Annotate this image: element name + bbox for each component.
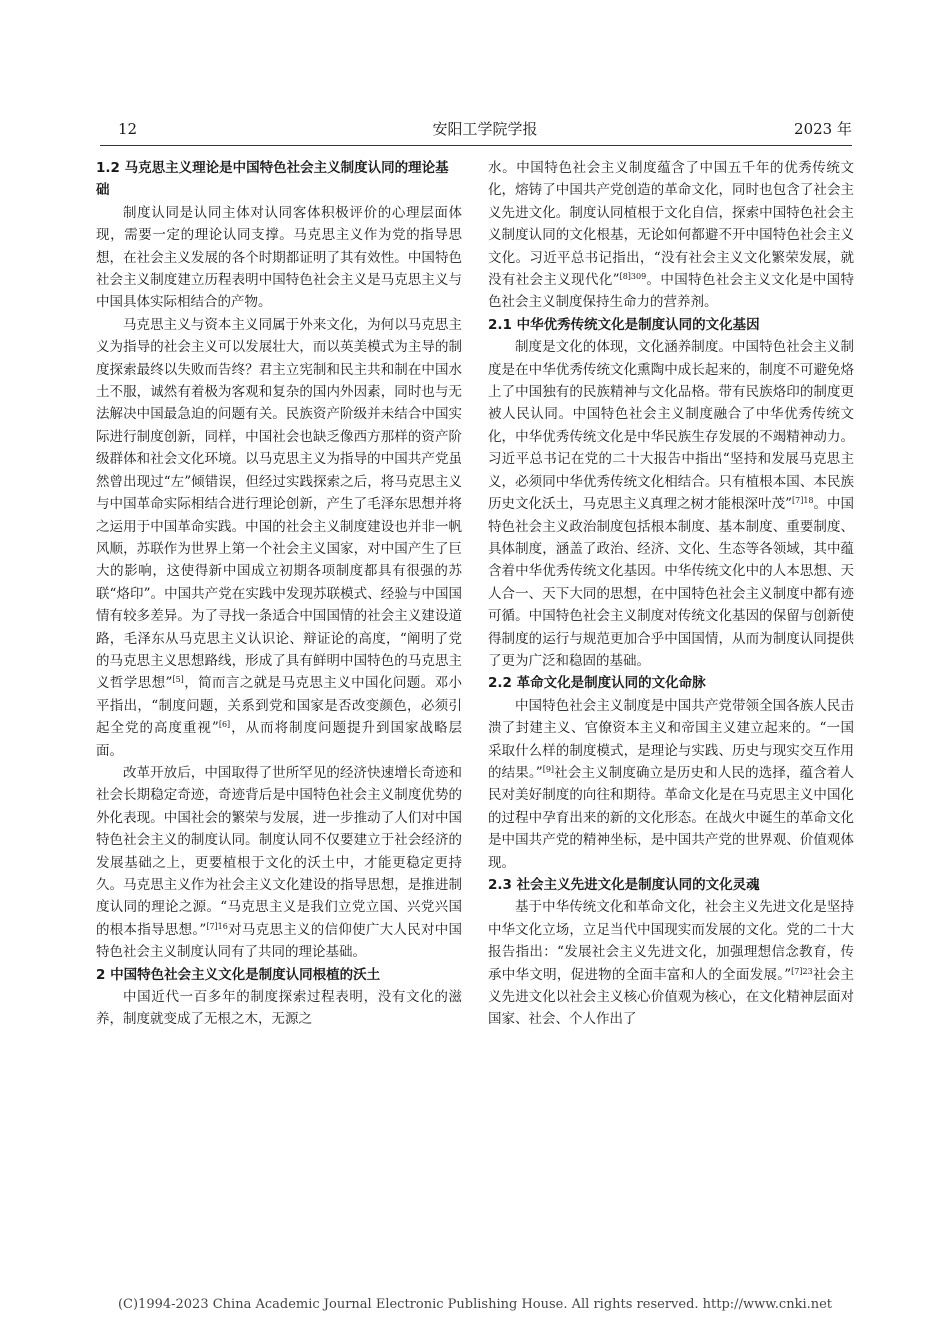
citation: [8]309 — [619, 272, 647, 282]
paragraph: 制度认同是认同主体对认同客体积极评价的心理层面体现，需要一定的理论认同支撑。马克思主义作为党的指导思想，在社会主义发展的各个时期都证明了其有效性。中国特色社会主义制度建立历程表明中国特色社会主义是马克思主义与中国具体实际相结合的产物。 — [96, 204, 462, 311]
paragraph — [488, 896, 854, 1030]
paragraph-text: 。中国特色社会主义文化是中国特色社会主义制度保持生命力的营养剂。 — [488, 272, 855, 311]
citation: [6] — [218, 720, 231, 730]
paragraph-text: 社会主义制度确立是历史和人民的选择，蕴含着人民对美好制度的向往和期待。革命文化是在马克思主义中国化的过程中孕育出来的新的文化形态。在战火中诞生的革命文化是中国共产党的精神坐标，是中国共产党的世界观、价值观体现。 — [488, 764, 855, 871]
paragraph-text: ，简而言之就是马克思主义中国化问题。邓小平指出，“制度问题，关系到党和国家是否改变颜色，必须引起全党的高度重视” — [96, 675, 462, 737]
citation: [7]16 — [206, 921, 228, 931]
section-heading-2-3: 2.3 社会主义先进文化是制度认同的文化灵魂 — [488, 877, 760, 893]
paragraph — [488, 336, 854, 672]
paragraph-text: 对马克思主义的信仰使广大人民对中国特色社会主义制度认同有了共同的理论基础。 — [96, 921, 463, 961]
section-heading-1-2: 1.2 马克思主义理论是中国特色社会主义制度认同的理论基础 — [96, 160, 449, 199]
paragraph-text: 社会主义先进文化以社会主义核心价值观为核心，在文化精神层面对国家、社会、个人作出了 — [488, 966, 855, 1028]
paragraph: 中国近代一百多年的制度探索过程表明，没有文化的滋养，制度就变成了无根之木，无源之 — [96, 989, 462, 1028]
paragraph — [96, 314, 462, 762]
paragraph — [96, 762, 462, 964]
paragraph-text: 基于中华传统文化和革命文化，社会主义先进文化是坚持中华文化立场，立足当代中国现实而发展的文化。党的二十大报告指出：“发展社会主义先进文化，加强理想信念教育，传承中华文明，促进物的全面丰富和人的全面发展。” — [488, 899, 854, 983]
right-column — [488, 157, 854, 1031]
paragraph-text: 制度是文化的体现，文化涵养制度。中国特色社会主义制度是在中华优秀传统文化熏陶中成长起来的，制度不可避免烙上了中国独有的民族精神与文化品格。带有民族烙印的制度更被人民认同。中国特色社会主义制度融合了中华优秀传统文化，中华优秀传统文化是中华民族生存发展的不竭精神动力。习近平总书记在党的二十大报告中指出“坚持和发展马克思主义，必须同中华优秀传统文化相结合。只有植根本国、本民族历史文化沃土，马克思主义真理之树才能根深叶茂” — [488, 339, 854, 513]
copyright-footer: (C)1994-2023 China Academic Journal Electronic Publishing House. All rights reserved. http://www.cnki.net — [117, 1297, 833, 1312]
publication-year: 2023 年 — [794, 120, 852, 138]
header-rule — [100, 145, 852, 146]
paragraph — [488, 695, 854, 874]
page-number: 12 — [118, 120, 138, 138]
paragraph-text: 马克思主义与资本主义同属于外来文化，为何以马克思主义为指导的社会主义可以发展壮大，而以英美模式为主导的制度探索最终以失败而告终？君主立宪制和民主共和制在中国水土不服，诚然有着极为客观和复杂的国内外因素，同时也与无法解决中国最急迫的问题有关。民族资产阶级并未结合中国实际进行制度创新，同样，中国社会也缺乏像西方那样的资产阶级群体和社会文化环境。以马克思主义为指导的中国共产党虽然曾出现过“左”倾错误，但经过实践探索之后，将马克思主义与中国革命实际相结合进行理论创新，产生了毛泽东思想并将之运用于中国革命实践。中国的社会主义制度建设也并非一帆风顺，苏联作为世界上第一个社会主义国家，对中国产生了巨大的影响，这使得新中国成立初期各项制度都具有很强的苏联“烙印”。中国共产党在实践中发现苏联模式、经验与中国国情有较多差异。为了寻找一条适合中国国情的社会主义建设道路，毛泽东从马克思主义认识论、辩证论的高度，“阐明了党的马克思主义思想路线，形成了具有鲜明中国特色的马克思主义哲学思想” — [96, 316, 462, 692]
journal-name: 安阳工学院学报 — [432, 120, 538, 138]
paragraph-text: 中国特色社会主义制度是中国共产党带领全国各族人民击溃了封建主义、官僚资本主义和帝国主义建立起来的。“一国采取什么样的制度模式，是理论与实践、历史与现实交互作用的结果。” — [488, 697, 854, 781]
citation: [7]18 — [791, 496, 814, 506]
citation: [7]23 — [791, 966, 813, 976]
paragraph — [488, 157, 854, 314]
citation: [5] — [172, 675, 184, 685]
paragraph-text: 水。中国特色社会主义制度蕴含了中国五千年的优秀传统文化，熔铸了中国共产党创造的革命文化，同时也包含了社会主义先进文化。制度认同植根于文化自信，探索中国特色社会主义制度认同的文化根基，无论如何都避不开中国特色社会主义文化。习近平总书记指出，“没有社会主义文化繁荣发展，就没有社会主义现代化” — [488, 160, 854, 289]
section-heading-2-2: 2.2 革命文化是制度认同的文化命脉 — [488, 675, 706, 692]
section-heading-2: 2 中国特色社会主义文化是制度认同根植的沃土 — [96, 966, 381, 983]
paragraph-text: 。中国特色社会主义政治制度包括根本制度、基本制度、重要制度、具体制度，涵盖了政治、经济、文化、生态等各领域，其中蕴含着中华优秀传统文化基因。中华传统文化中的人本思想、天人合一、天下大同的思想，在中国特色社会主义制度中都有迹可循。中国特色社会主义制度对传统文化基因的保留与创新使得制度的运行与规范更加合乎中国国情，从而为制度认同提供了更为广泛和稳固的基础。 — [488, 496, 855, 669]
citation: [9] — [542, 764, 555, 774]
section-heading-2-1: 2.1 中华优秀传统文化是制度认同的文化基因 — [488, 316, 760, 333]
paragraph-text: ，从而将制度问题提升到国家战略层面。 — [96, 720, 463, 759]
running-header — [118, 118, 852, 144]
paragraph-text: 改革开放后，中国取得了世所罕见的经济快速增长奇迹和社会长期稳定奇迹，奇迹背后是中国特色社会主义制度优势的外化表现。中国社会的繁荣与发展，进一步推动了人们对中国特色社会主义的制度认同。制度认同不仅要建立于社会经济的发展基础之上，更要植根于文化的沃土中，才能更稳定更持久。马克思主义作为社会主义文化建设的指导思想，是推进制度认同的理论之源。“马克思主义是我们立党立国、兴党兴国的根本指导思想。” — [96, 764, 462, 938]
left-column — [96, 157, 462, 1031]
